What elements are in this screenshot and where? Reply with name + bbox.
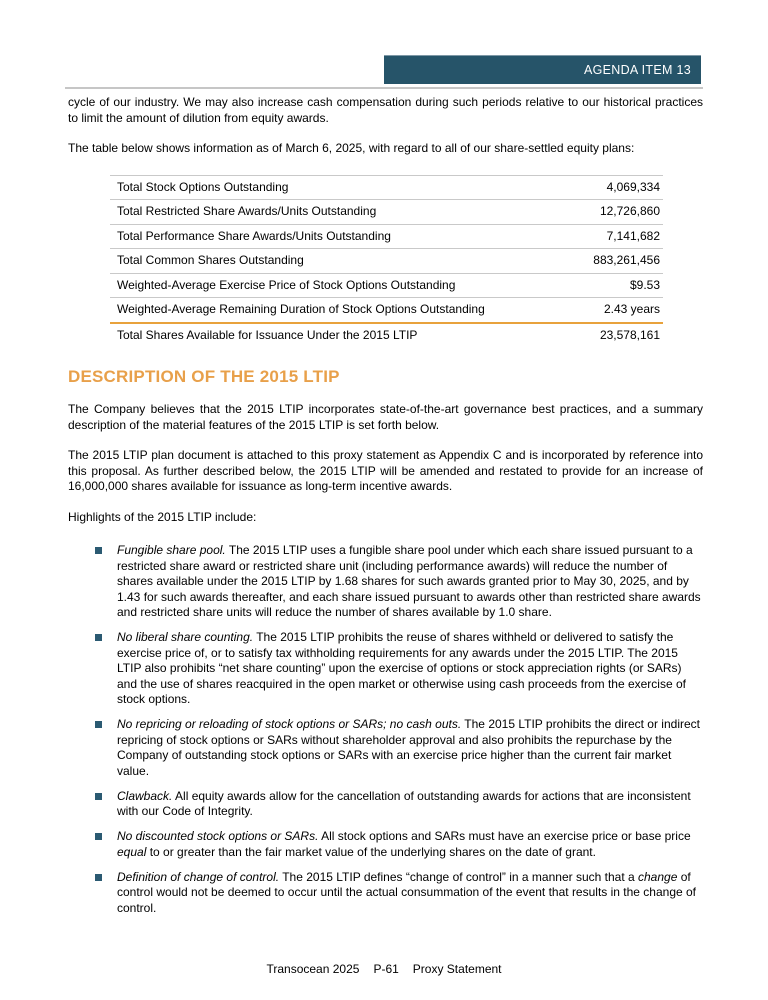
description-paragraph-2: The 2015 LTIP plan document is attached to this proxy statement as Appendix C and is incorporated by reference into this proposal. As further described below, the 2015 LTIP will be amended and restated to provide for an increase of 16,000,000 shares available for issuance as long-term incentive awards. [68,448,703,493]
table-row-label: Weighted-Average Exercise Price of Stock Options Outstanding [117,277,456,292]
intro-paragraph-2: The table below shows information as of March 6, 2025, with regard to all of our share-settled equity plans: [68,141,635,155]
bullet-text: No discounted stock options or SARs. All stock options and SARs must have an exercise price or base price equal to or greater than the fair market value of the underlying shares on the date of grant. [117,829,691,859]
table-row-label: Total Restricted Share Awards/Units Outstanding [117,204,377,218]
table-row-label: Total Stock Options Outstanding [117,179,289,194]
header-divider [65,87,703,89]
page-content [68,95,703,926]
bullet-square-icon [95,547,102,554]
bullet-text: No repricing or reloading of stock options or SARs; no cash outs. The 2015 LTIP prohibits the direct or indirect repricing of stock options or SARs without shareholder approval and also prohibits the repurchase by the Company of outstanding stock options or SARs with an exercise price higher than the current fair market value. [117,717,700,778]
bullet-text: Definition of change of control. The 2015 LTIP defines “change of control” in a manner such that a change of control would not be deemed to occur until the actual consummation of the event that results in the change of control. [117,869,697,915]
table-row [110,175,663,200]
bullet-square-icon [95,833,102,840]
table-row [110,199,663,224]
table-row [110,322,663,348]
highlight-item [68,829,703,860]
table-row-label: Total Common Shares Outstanding [117,253,304,267]
footer-company: Transocean 2025 [266,962,360,976]
bullet-text: Clawback. All equity awards allow for the cancellation of outstanding awards for actions that are inconsistent with our Code of Integrity. [117,788,691,818]
table-row-value: 12,726,860 [599,204,660,218]
table-row-label: Total Shares Available for Issuance Under the 2015 LTIP [117,327,418,342]
highlight-item [68,717,703,779]
page-footer [0,962,768,976]
table-row [110,248,663,273]
highlight-item [68,870,703,917]
table-row-label: Weighted-Average Remaining Duration of Stock Options Outstanding [117,302,485,316]
section-heading: DESCRIPTION OF THE 2015 LTIP [68,367,340,386]
footer-doc-title: Proxy Statement [412,962,502,976]
highlight-item [68,543,703,621]
table-row-value: 23,578,161 [599,327,660,342]
table-row [110,224,663,249]
table-row-value: 883,261,456 [593,253,660,267]
description-paragraph-1: The Company believes that the 2015 LTIP incorporates state-of-the-art governance best practices, and a summary description of the material features of the 2015 LTIP is set forth below. [68,402,703,432]
table-row [110,273,663,298]
intro-paragraph-1: cycle of our industry. We may also increase cash compensation during such periods relative to our historical practices to limit the amount of dilution from equity awards. [68,95,703,125]
footer-page-number: P-61 [373,962,399,976]
equity-table [110,175,663,348]
bullet-square-icon [95,634,102,641]
bullet-square-icon [95,793,102,800]
table-row-value: 2.43 years [603,302,660,316]
table-row-label: Total Performance Share Awards/Units Outstanding [117,228,391,243]
table-row-value: 4,069,334 [606,179,660,194]
table-row-value: $9.53 [629,277,660,292]
bullet-square-icon [95,874,102,881]
table-row [110,297,663,322]
bullet-text: No liberal share counting. The 2015 LTIP prohibits the reuse of shares withheld or delivered to satisfy the exercise price of, or to satisfy tax withholding requirements for any awards under the 2015 LTIP. The 2015 LTIP also prohibits “net share counting” upon the exercise of options or stock appreciation rights (or SARs) and the use of shares reacquired in the open market or otherwise using cash proceeds from the exercise of stock options. [117,630,686,706]
bullet-text: Fungible share pool. The 2015 LTIP uses a fungible share pool under which each share issued pursuant to a restricted share award or restricted share unit (including performance awards) will reduce the number of shares available under the 2015 LTIP by 1.68 shares for such awards granted prior to May 30, 2025, and by 1.43 for such awards thereafter, and each share issued pursuant to awards other than restricted share awards and restricted share units will reduce the number of shares available by 1.0 share. [117,543,701,619]
agenda-item-banner [384,55,701,84]
bullet-square-icon [95,721,102,728]
table-row-value: 7,141,682 [606,228,660,243]
agenda-item-label: AGENDA ITEM 13 [583,63,691,77]
highlights-intro: Highlights of the 2015 LTIP include: [68,509,257,524]
highlights-list [68,543,703,916]
highlight-item [68,789,703,820]
highlight-item [68,630,703,708]
